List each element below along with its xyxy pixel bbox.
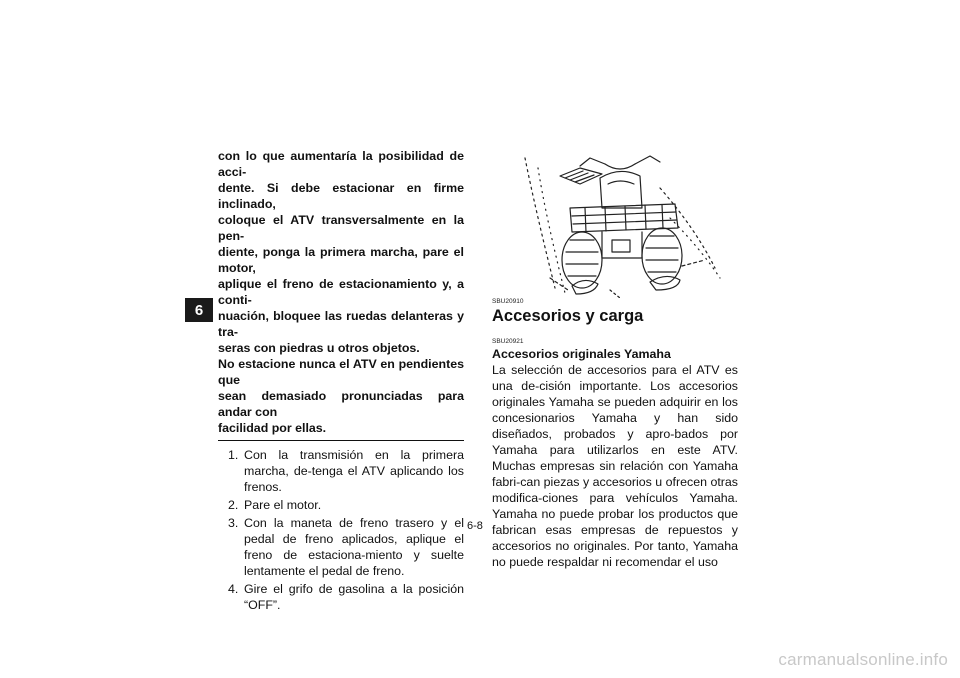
subsection-code: SBU20921 [492, 338, 524, 345]
step-number: 1. [228, 448, 239, 462]
step-text: Pare el motor. [244, 498, 322, 512]
left-column [218, 148, 464, 615]
chapter-number: 6 [194, 301, 204, 319]
step-number: 2. [228, 498, 239, 512]
step-text: Gire el grifo de gasolina a la posición “OFF”. [244, 582, 464, 612]
list-item [218, 497, 464, 513]
warning-line: aplique el freno de estacionamiento y, a conti- [218, 277, 464, 307]
list-item [218, 581, 464, 613]
atv-parked-illustration [510, 148, 730, 298]
list-item [218, 515, 464, 579]
section-heading: Accesorios y carga [492, 307, 644, 325]
warning-line: nuación, bloquee las ruedas delanteras y tra- [218, 309, 464, 339]
warning-line: seras con piedras u otros objetos. [218, 341, 420, 355]
page-number: 6-8 [467, 520, 483, 532]
warning-line: coloque el ATV transversalmente en la pen- [218, 213, 464, 243]
watermark: carmanualsonline.info [778, 650, 948, 669]
warning-line: con lo que aumentaría la posibilidad de acci- [218, 149, 464, 179]
warning-line: sean demasiado pronunciadas para andar con [218, 389, 464, 419]
step-number: 3. [228, 516, 239, 530]
step-text: Con la maneta de freno trasero y el pedal de freno aplicados, aplique el freno de estaciona-miento y suelte lentamente el pedal de freno. [244, 516, 464, 578]
right-column [492, 148, 738, 570]
warning-divider [218, 440, 464, 441]
steps-list [218, 447, 464, 613]
step-text: Con la transmisión en la primera marcha, de-tenga el ATV aplicando los frenos. [244, 448, 464, 494]
warning-line: No estacione nunca el ATV en pendientes que [218, 357, 464, 387]
subsection-heading: Accesorios originales Yamaha [492, 347, 671, 361]
section-code: SBU20910 [492, 298, 524, 305]
body-paragraph: La selección de accesorios para el ATV es una de-cisión importante. Los accesorios originales Yamaha se pueden adquirir en los concesionarios Yamaha y han sido diseñados, probados y apro-bados por Yamaha para utilizarlos en este ATV. Muchas empresas sin relación con Yamaha fabri-can piezas y accesorios u ofrecen otras modifica-ciones para vehículos Yamaha. Yamaha no puede probar los productos que fabrican esas empresas de repuestos y accesorios no originales. Por tanto, Yamaha no puede respaldar ni recomendar el uso [492, 363, 738, 569]
chapter-tab [185, 298, 213, 322]
warning-block [218, 148, 464, 436]
warning-line: diente, ponga la primera marcha, pare el motor, [218, 245, 464, 275]
list-item [218, 447, 464, 495]
warning-line: facilidad por ellas. [218, 421, 327, 435]
step-number: 4. [228, 582, 239, 596]
warning-line: dente. Si debe estacionar en firme inclinado, [218, 181, 464, 211]
